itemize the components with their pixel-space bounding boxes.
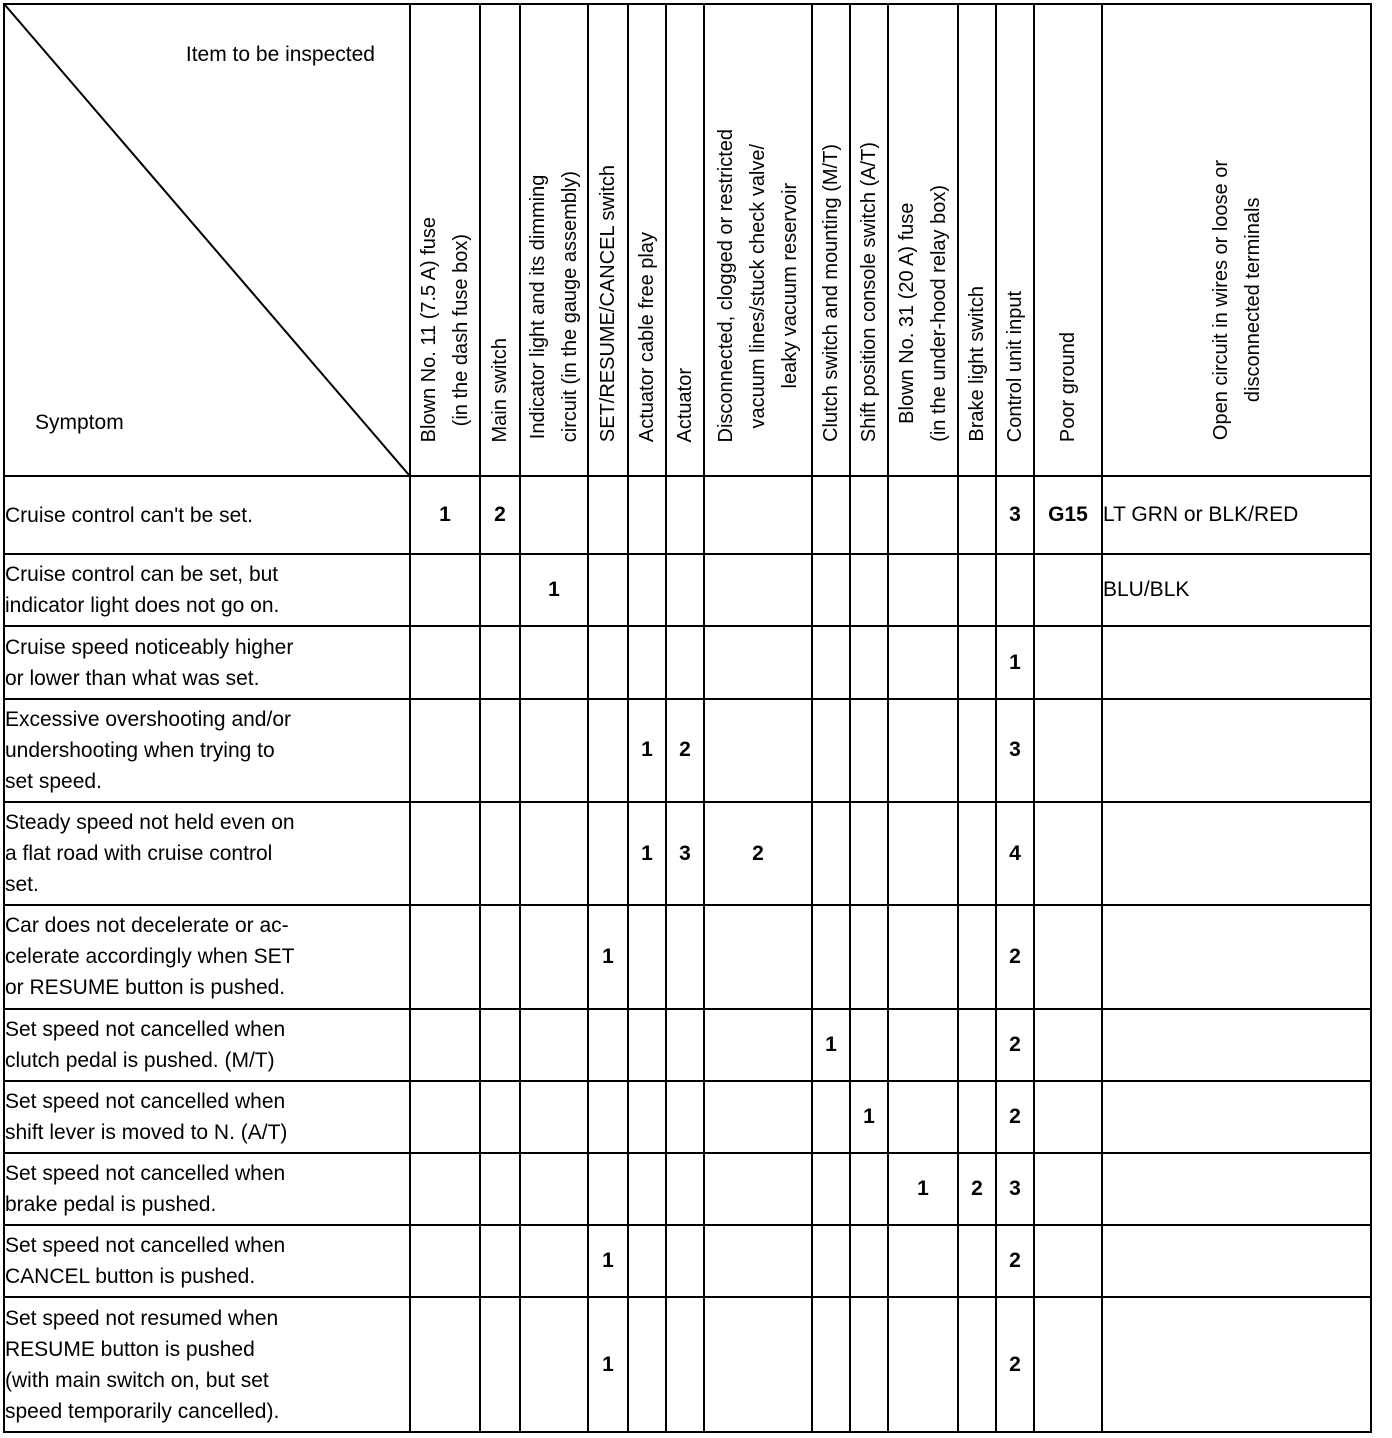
table-cell: 1 [588, 1297, 628, 1432]
table-cell [410, 626, 480, 698]
table-cell [704, 1081, 812, 1153]
item-to-be-inspected-label: Item to be inspected [185, 43, 375, 66]
header-row [4, 4, 1371, 476]
table-cell [520, 626, 588, 698]
table-cell [888, 476, 958, 554]
symptom-cell: Cruise speed noticeably higher or lower than what was set. [4, 626, 410, 698]
table-cell [410, 554, 480, 626]
table-cell [520, 802, 588, 905]
table-cell [996, 554, 1034, 626]
table-cell [628, 626, 666, 698]
table-cell [812, 699, 850, 802]
table-cell [410, 802, 480, 905]
table-cell: 2 [996, 1297, 1034, 1432]
table-cell: 2 [996, 1081, 1034, 1153]
col-header-vacuum-lines: Disconnected, clogged or restricted vacuum lines/stuck check valve/ leaky vacuum reservoir [704, 4, 812, 476]
symptom-cell: Car does not decelerate or ac- celerate accordingly when SET or RESUME button is pushed. [4, 905, 410, 1008]
table-cell [958, 905, 996, 1008]
table-cell [704, 554, 812, 626]
table-cell: 1 [588, 1225, 628, 1297]
table-cell [480, 905, 520, 1008]
table-row [4, 1153, 1371, 1225]
table-cell [588, 626, 628, 698]
table-cell [1034, 1297, 1102, 1432]
table-cell [628, 1153, 666, 1225]
table-row [4, 626, 1371, 698]
table-cell: 3 [996, 476, 1034, 554]
table-row [4, 905, 1371, 1008]
col-header-actuator-cable: Actuator cable free play [628, 4, 666, 476]
table-cell [1102, 626, 1371, 698]
table-cell [704, 699, 812, 802]
col-header-set-resume-cancel-switch: SET/RESUME/CANCEL switch [588, 4, 628, 476]
table-cell [850, 699, 888, 802]
table-cell [888, 1225, 958, 1297]
table-cell: 1 [850, 1081, 888, 1153]
table-cell [850, 802, 888, 905]
table-cell [588, 1153, 628, 1225]
table-cell: 1 [628, 802, 666, 905]
table-cell [666, 1009, 704, 1081]
col-header-fuse-11: Blown No. 11 (7.5 A) fuse (in the dash fuse box) [410, 4, 480, 476]
table-row [4, 802, 1371, 905]
table-cell [628, 1225, 666, 1297]
table-cell [520, 905, 588, 1008]
table-cell [480, 1081, 520, 1153]
table-cell [1034, 699, 1102, 802]
table-cell [888, 1081, 958, 1153]
symptom-cell: Set speed not cancelled when shift lever is moved to N. (A/T) [4, 1081, 410, 1153]
table-cell [666, 554, 704, 626]
table-cell: 2 [704, 802, 812, 905]
table-cell [520, 1153, 588, 1225]
table-cell [812, 626, 850, 698]
table-cell: 2 [996, 1009, 1034, 1081]
table-row [4, 476, 1371, 554]
table-cell [588, 802, 628, 905]
table-cell [410, 1009, 480, 1081]
table-cell [1102, 1225, 1371, 1297]
table-row [4, 1081, 1371, 1153]
table-cell [958, 699, 996, 802]
table-cell [666, 1153, 704, 1225]
symptom-cell: Set speed not cancelled when brake pedal is pushed. [4, 1153, 410, 1225]
table-cell [1102, 1297, 1371, 1432]
table-cell [628, 1081, 666, 1153]
table-cell [520, 699, 588, 802]
col-header-shift-position-switch: Shift position console switch (A/T) [850, 4, 888, 476]
table-cell [410, 1081, 480, 1153]
table-cell [588, 699, 628, 802]
table-cell [958, 476, 996, 554]
table-cell [704, 626, 812, 698]
col-header-open-circuit: Open circuit in wires or loose or disconnected terminals [1102, 4, 1371, 476]
symptom-cell: Cruise control can't be set. [4, 476, 410, 554]
table-cell [480, 626, 520, 698]
table-cell [1102, 802, 1371, 905]
table-cell [958, 802, 996, 905]
symptom-cell: Cruise control can be set, but indicator light does not go on. [4, 554, 410, 626]
table-cell [520, 1009, 588, 1081]
table-cell: 1 [410, 476, 480, 554]
table-cell [1034, 1153, 1102, 1225]
table-cell [704, 905, 812, 1008]
table-cell [520, 1225, 588, 1297]
table-cell [666, 1225, 704, 1297]
table-cell [410, 1297, 480, 1432]
table-cell [704, 1153, 812, 1225]
table-cell: BLU/BLK [1102, 554, 1371, 626]
table-cell [812, 476, 850, 554]
table-cell [520, 476, 588, 554]
table-cell [1102, 699, 1371, 802]
table-cell [704, 1009, 812, 1081]
table-cell [812, 802, 850, 905]
table-cell [628, 554, 666, 626]
table-cell [480, 699, 520, 802]
table-cell [588, 554, 628, 626]
table-cell [888, 1009, 958, 1081]
table-cell [958, 626, 996, 698]
table-cell [812, 1081, 850, 1153]
table-cell [958, 1225, 996, 1297]
table-cell [850, 476, 888, 554]
table-cell [588, 1009, 628, 1081]
table-cell [850, 1153, 888, 1225]
table-cell: 1 [588, 905, 628, 1008]
table-cell [812, 1297, 850, 1432]
table-cell [480, 554, 520, 626]
table-cell [1034, 554, 1102, 626]
table-cell [1102, 1153, 1371, 1225]
table-cell: 2 [996, 1225, 1034, 1297]
table-cell [666, 1297, 704, 1432]
table-cell [666, 626, 704, 698]
table-cell [410, 905, 480, 1008]
table-cell [704, 1225, 812, 1297]
table-cell [958, 1297, 996, 1432]
table-cell [588, 1081, 628, 1153]
table-row [4, 1297, 1371, 1432]
table-row [4, 1009, 1371, 1081]
symptom-cell: Set speed not cancelled when CANCEL button is pushed. [4, 1225, 410, 1297]
table-cell [850, 905, 888, 1008]
table-cell: 2 [996, 905, 1034, 1008]
table-cell [812, 1225, 850, 1297]
table-cell [480, 1153, 520, 1225]
table-cell [480, 802, 520, 905]
table-cell [958, 554, 996, 626]
table-cell [1102, 1009, 1371, 1081]
table-cell [480, 1225, 520, 1297]
table-cell [666, 476, 704, 554]
table-cell [850, 626, 888, 698]
col-header-fuse-31: Blown No. 31 (20 A) fuse (in the under-hood relay box) [888, 4, 958, 476]
table-cell [888, 905, 958, 1008]
table-cell [628, 1297, 666, 1432]
table-cell [888, 626, 958, 698]
table-cell [888, 554, 958, 626]
table-cell: 2 [666, 699, 704, 802]
col-header-poor-ground: Poor ground [1034, 4, 1102, 476]
table-cell [888, 1297, 958, 1432]
table-cell [850, 554, 888, 626]
table-cell [958, 1009, 996, 1081]
table-cell [812, 554, 850, 626]
table-cell [588, 476, 628, 554]
table-cell: 1 [888, 1153, 958, 1225]
symptom-cell: Set speed not resumed when RESUME button is pushed (with main switch on, but set speed temporarily cancelled). [4, 1297, 410, 1432]
col-header-control-unit-input: Control unit input [996, 4, 1034, 476]
table-body [4, 476, 1371, 1432]
troubleshooting-table [3, 3, 1372, 1433]
table-cell: LT GRN or BLK/RED [1102, 476, 1371, 554]
table-cell [1034, 1009, 1102, 1081]
table-cell: 2 [480, 476, 520, 554]
corner-header [4, 4, 410, 476]
table-cell [628, 905, 666, 1008]
table-cell [628, 476, 666, 554]
table-cell: 1 [812, 1009, 850, 1081]
table-cell: 3 [996, 699, 1034, 802]
table-row [4, 1225, 1371, 1297]
table-cell: 3 [666, 802, 704, 905]
table-cell [812, 1153, 850, 1225]
symptom-cell: Set speed not cancelled when clutch pedal is pushed. (M/T) [4, 1009, 410, 1081]
col-header-indicator-light: Indicator light and its dimming circuit (in the gauge assembly) [520, 4, 588, 476]
table-cell: 1 [628, 699, 666, 802]
table-cell [1034, 1225, 1102, 1297]
symptom-label: Symptom [35, 411, 124, 434]
table-cell [520, 1081, 588, 1153]
table-cell: G15 [1034, 476, 1102, 554]
table-cell [666, 905, 704, 1008]
table-cell [850, 1225, 888, 1297]
table-cell [480, 1009, 520, 1081]
table-cell [480, 1297, 520, 1432]
table-row [4, 699, 1371, 802]
table-cell [520, 1297, 588, 1432]
table-cell [850, 1297, 888, 1432]
table-cell [888, 699, 958, 802]
table-cell: 1 [996, 626, 1034, 698]
table-cell [1034, 1081, 1102, 1153]
table-cell: 3 [996, 1153, 1034, 1225]
table-cell [958, 1081, 996, 1153]
col-header-actuator: Actuator [666, 4, 704, 476]
diagonal-divider [5, 5, 409, 475]
symptom-cell: Excessive overshooting and/or undershooting when trying to set speed. [4, 699, 410, 802]
table-cell: 1 [520, 554, 588, 626]
table-cell: 4 [996, 802, 1034, 905]
table-cell [704, 476, 812, 554]
table-cell [410, 1225, 480, 1297]
table-cell [410, 699, 480, 802]
table-cell [410, 1153, 480, 1225]
table-cell [666, 1081, 704, 1153]
col-header-brake-light-switch: Brake light switch [958, 4, 996, 476]
table-cell [888, 802, 958, 905]
table-cell [1034, 626, 1102, 698]
table-cell [1102, 905, 1371, 1008]
table-cell [850, 1009, 888, 1081]
col-header-main-switch: Main switch [480, 4, 520, 476]
table-cell [704, 1297, 812, 1432]
table-cell [1034, 905, 1102, 1008]
table-cell [1102, 1081, 1371, 1153]
col-header-clutch-switch: Clutch switch and mounting (M/T) [812, 4, 850, 476]
table-cell: 2 [958, 1153, 996, 1225]
table-row [4, 554, 1371, 626]
table-cell [812, 905, 850, 1008]
table-cell [1034, 802, 1102, 905]
symptom-cell: Steady speed not held even on a flat road with cruise control set. [4, 802, 410, 905]
table-cell [628, 1009, 666, 1081]
